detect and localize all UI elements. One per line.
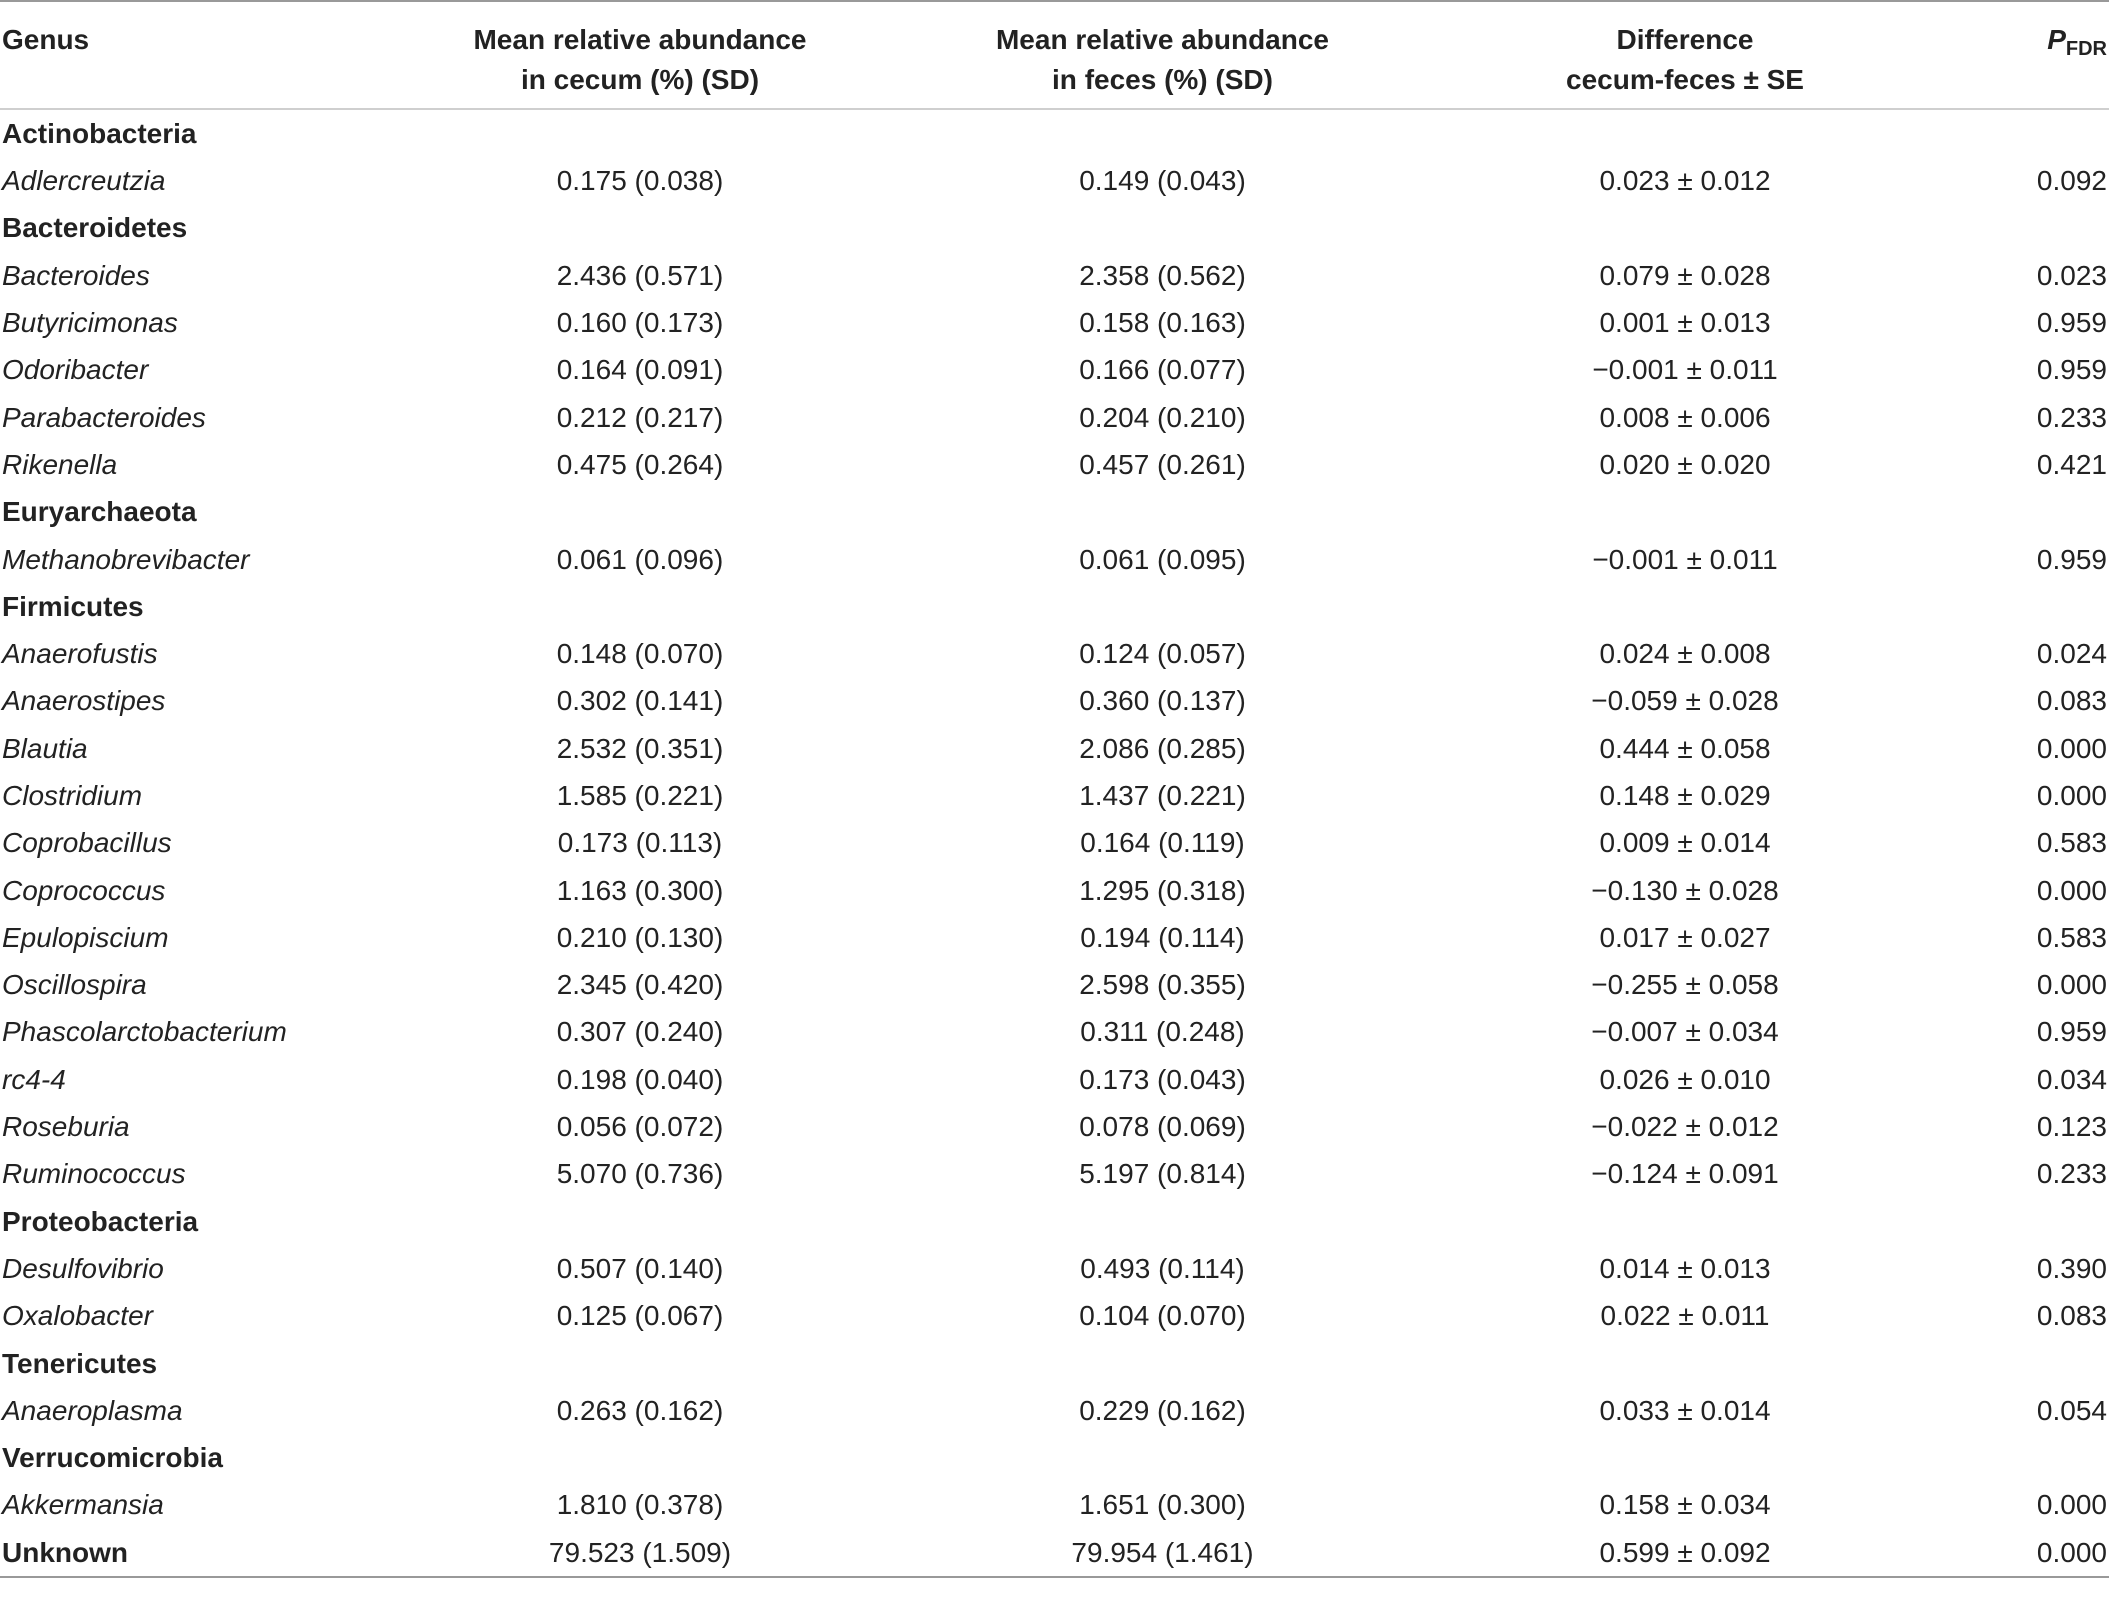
feces-cell: 0.457 (0.261) — [1079, 448, 1246, 480]
table-row — [0, 866, 2109, 913]
phylum-row — [0, 488, 2109, 535]
genus-name: Clostridium — [2, 780, 143, 811]
genus-name: Phascolarctobacterium — [2, 1016, 287, 1048]
p-fdr-cell: 0.000 — [2036, 732, 2107, 764]
table-row — [0, 630, 2109, 677]
difference-cell: −0.022 ± 0.012 — [1591, 1111, 1779, 1143]
table-row — [0, 1150, 2109, 1197]
phylum-label: Proteobacteria — [2, 1205, 199, 1237]
genus-cell — [0, 299, 330, 346]
feces-cell: 0.124 (0.057) — [1079, 638, 1246, 670]
genus-cell — [0, 1103, 330, 1150]
difference-cell: 0.023 ± 0.012 — [1599, 165, 1771, 197]
genus-name: Akkermansia — [2, 1489, 164, 1521]
p-fdr-cell: 0.959 — [2036, 354, 2107, 386]
cecum-cell: 0.475 (0.264) — [556, 448, 724, 480]
cecum-cell: 0.507 (0.140) — [556, 1252, 724, 1284]
difference-cell: −0.255 ± 0.058 — [1591, 969, 1779, 1001]
cecum-cell: 5.070 (0.736) — [556, 1158, 724, 1190]
genus-cell — [0, 535, 330, 582]
phylum-row — [0, 1434, 2109, 1481]
genus-cell — [0, 1245, 330, 1292]
genus-name: Methanobrevibacter — [2, 543, 250, 575]
header-difference-line2: cecum-feces ± SE — [1566, 64, 1804, 95]
feces-cell: 0.166 (0.077) — [1079, 354, 1246, 386]
difference-cell: 0.158 ± 0.034 — [1599, 1489, 1771, 1521]
difference-cell: 0.024 ± 0.008 — [1599, 638, 1771, 670]
cecum-cell: 2.532 (0.351) — [556, 732, 724, 764]
feces-cell: 0.229 (0.162) — [1079, 1394, 1246, 1426]
feces-cell: 2.086 (0.285) — [1079, 732, 1246, 764]
cecum-cell: 1.163 (0.300) — [556, 874, 724, 906]
genus-cell — [0, 914, 330, 961]
header-genus-label: Genus — [2, 24, 90, 55]
table-row — [0, 1008, 2109, 1055]
genus-cell — [0, 772, 330, 819]
table-row — [0, 393, 2109, 440]
p-fdr-cell: 0.000 — [2036, 1489, 2107, 1521]
feces-cell: 1.437 (0.221) — [1079, 780, 1246, 811]
phylum-label: Euryarchaeota — [2, 496, 197, 528]
cecum-cell: 79.523 (1.509) — [330, 1529, 950, 1577]
cecum-cell: 0.210 (0.130) — [556, 921, 724, 953]
genus-name: Odoribacter — [2, 354, 149, 386]
genus-name: Coprococcus — [2, 874, 166, 906]
genus-name: Coprobacillus — [2, 827, 172, 859]
difference-cell: 0.017 ± 0.027 — [1599, 921, 1771, 953]
table-row — [0, 961, 2109, 1008]
phylum-label: Verrucomicrobia — [2, 1442, 223, 1474]
cecum-cell: 2.345 (0.420) — [556, 969, 724, 1001]
p-fdr-cell: 0.000 — [2036, 874, 2107, 906]
difference-cell: 0.014 ± 0.013 — [1599, 1252, 1771, 1284]
table-row — [0, 157, 2109, 204]
genus-cell — [0, 819, 330, 866]
genus-name: Anaeroplasma — [2, 1394, 183, 1426]
feces-cell: 2.598 (0.355) — [1079, 969, 1246, 1001]
p-fdr-cell: 0.959 — [2036, 543, 2107, 575]
genus-cell — [0, 252, 330, 299]
feces-cell: 0.173 (0.043) — [1079, 1063, 1246, 1095]
feces-cell: 2.358 (0.562) — [1079, 259, 1246, 291]
phylum-row — [0, 583, 2109, 630]
feces-cell: 79.954 (1.461) — [950, 1529, 1375, 1577]
genus-name: rc4-4 — [2, 1063, 66, 1095]
feces-cell: 0.360 (0.137) — [1079, 685, 1246, 717]
table-row — [0, 819, 2109, 866]
difference-cell: 0.148 ± 0.029 — [1599, 780, 1771, 811]
table-body — [0, 109, 2109, 1577]
header-p-fdr — [1995, 1, 2109, 109]
header-feces — [950, 1, 1375, 109]
genus-name: Ruminococcus — [2, 1158, 186, 1190]
header-genus — [0, 1, 330, 109]
cecum-cell: 0.302 (0.141) — [556, 685, 724, 717]
phylum-label: Firmicutes — [2, 590, 144, 622]
genus-cell — [0, 725, 330, 772]
difference-cell: 0.444 ± 0.058 — [1599, 732, 1771, 764]
header-cecum — [330, 1, 950, 109]
cecum-cell: 0.164 (0.091) — [556, 354, 724, 386]
cecum-cell: 0.148 (0.070) — [556, 638, 724, 670]
cecum-cell: 0.056 (0.072) — [556, 1111, 724, 1143]
genus-name: Desulfovibrio — [2, 1252, 164, 1284]
p-fdr-cell: 0.092 — [2036, 165, 2107, 197]
table-row — [0, 535, 2109, 582]
p-fdr-cell: 0.083 — [2036, 1300, 2107, 1332]
phylum-row — [0, 1198, 2109, 1245]
difference-cell: 0.026 ± 0.010 — [1599, 1063, 1771, 1095]
phylum-label: Tenericutes — [2, 1347, 158, 1379]
genus-cell: Unknown — [0, 1529, 330, 1577]
p-fdr-cell: 0.583 — [2036, 921, 2107, 953]
genus-cell — [0, 630, 330, 677]
header-difference — [1375, 1, 1995, 109]
feces-cell: 0.061 (0.095) — [1079, 543, 1246, 575]
header-feces-line1: Mean relative abundance — [995, 24, 1329, 55]
p-fdr-cell: 0.123 — [2036, 1111, 2107, 1143]
genus-name: Rikenella — [2, 448, 118, 480]
genus-name: Oscillospira — [2, 969, 147, 1001]
genus-cell — [0, 157, 330, 204]
p-fdr-cell: 0.959 — [2036, 1016, 2107, 1048]
genus-name: Anaerostipes — [2, 685, 166, 717]
feces-cell: 1.651 (0.300) — [1079, 1489, 1246, 1521]
feces-cell: 0.311 (0.248) — [1080, 1016, 1245, 1048]
genus-cell — [0, 1387, 330, 1434]
p-fdr-cell: 0.000 — [2036, 969, 2107, 1001]
difference-cell: 0.022 ± 0.011 — [1600, 1300, 1770, 1332]
genus-cell — [0, 1481, 330, 1528]
cecum-cell: 2.436 (0.571) — [556, 259, 724, 291]
difference-cell: 0.008 ± 0.006 — [1599, 401, 1771, 433]
genus-name: Parabacteroides — [2, 401, 206, 433]
difference-cell: 0.033 ± 0.014 — [1599, 1394, 1771, 1426]
p-fdr-cell: 0.583 — [2036, 827, 2107, 859]
cecum-cell: 0.173 (0.113) — [557, 827, 723, 859]
genus-name: Roseburia — [2, 1111, 130, 1143]
p-fdr-cell: 0.024 — [2036, 638, 2107, 670]
table-row — [0, 1481, 2109, 1528]
difference-cell: −0.007 ± 0.034 — [1591, 1016, 1779, 1048]
difference-cell: −0.001 ± 0.011 — [1592, 543, 1778, 575]
p-fdr-cell: 0.054 — [2036, 1394, 2107, 1426]
genus-cell — [0, 393, 330, 440]
genus-name: Epulopiscium — [2, 921, 169, 953]
header-difference-line1: Difference — [1616, 24, 1754, 55]
feces-cell: 1.295 (0.318) — [1079, 874, 1246, 906]
cecum-cell: 0.061 (0.096) — [556, 543, 724, 575]
feces-cell: 0.149 (0.043) — [1079, 165, 1246, 197]
genus-cell — [0, 1292, 330, 1339]
difference-cell: 0.020 ± 0.020 — [1599, 448, 1771, 480]
table-row — [0, 1245, 2109, 1292]
header-p-main: P — [2047, 24, 2066, 55]
table-row — [0, 299, 2109, 346]
genus-cell — [0, 1056, 330, 1103]
genus-name: Oxalobacter — [2, 1300, 153, 1332]
table-row — [0, 1292, 2109, 1339]
feces-cell: 0.493 (0.114) — [1080, 1252, 1245, 1284]
genus-cell — [0, 441, 330, 488]
difference-cell: −0.130 ± 0.028 — [1591, 874, 1779, 906]
table-row — [0, 1056, 2109, 1103]
table-row — [0, 914, 2109, 961]
table-row — [0, 252, 2109, 299]
p-fdr-cell: 0.233 — [2036, 401, 2107, 433]
genus-name: Bacteroides — [2, 259, 150, 291]
p-fdr-cell: 0.083 — [2036, 685, 2107, 717]
phylum-row — [0, 204, 2109, 251]
cecum-cell: 0.263 (0.162) — [556, 1394, 724, 1426]
difference-cell: −0.001 ± 0.011 — [1592, 354, 1778, 386]
feces-cell: 0.204 (0.210) — [1079, 401, 1246, 433]
genus-name: Butyricimonas — [2, 307, 178, 339]
genus-cell — [0, 677, 330, 724]
genus-name: Anaerofustis — [2, 638, 158, 670]
header-p-sub: FDR — [2065, 38, 2107, 60]
table-row — [0, 441, 2109, 488]
table-row — [0, 1103, 2109, 1150]
feces-cell: 0.158 (0.163) — [1079, 307, 1246, 339]
genus-name: Blautia — [2, 732, 88, 764]
difference-cell: 0.001 ± 0.013 — [1599, 307, 1771, 339]
difference-cell: −0.124 ± 0.091 — [1591, 1158, 1779, 1190]
cecum-cell: 1.810 (0.378) — [556, 1489, 724, 1521]
p-fdr-cell: 0.023 — [2036, 259, 2107, 291]
cecum-cell: 0.160 (0.173) — [556, 307, 724, 339]
cecum-cell: 0.212 (0.217) — [556, 401, 724, 433]
p-fdr-cell: 0.390 — [2036, 1252, 2107, 1284]
difference-cell: 0.599 ± 0.092 — [1375, 1529, 1995, 1577]
cecum-cell: 0.307 (0.240) — [556, 1016, 724, 1048]
table-row — [0, 1387, 2109, 1434]
p-fdr-cell: 0.034 — [2036, 1063, 2107, 1095]
phylum-row — [0, 109, 2109, 157]
feces-cell: 0.078 (0.069) — [1079, 1111, 1246, 1143]
genus-cell — [0, 1008, 330, 1055]
phylum-label: Bacteroidetes — [2, 212, 188, 244]
feces-cell: 0.104 (0.070) — [1079, 1300, 1246, 1332]
header-cecum-line2: in cecum (%) (SD) — [520, 64, 760, 95]
cecum-cell: 1.585 (0.221) — [556, 780, 724, 811]
cecum-cell: 0.175 (0.038) — [556, 165, 724, 197]
genus-cell — [0, 961, 330, 1008]
table-row — [0, 772, 2109, 819]
genus-cell — [0, 1150, 330, 1197]
p-fdr-cell: 0.000 — [1995, 1529, 2109, 1577]
genus-cell — [0, 346, 330, 393]
header-feces-line2: in feces (%) (SD) — [1052, 64, 1273, 95]
table-row — [0, 346, 2109, 393]
phylum-label: Actinobacteria — [2, 118, 197, 149]
table-header — [0, 1, 2109, 109]
genus-name: Adlercreutzia — [2, 165, 166, 197]
header-row — [0, 1, 2109, 109]
feces-cell: 5.197 (0.814) — [1079, 1158, 1246, 1190]
cecum-cell: 0.125 (0.067) — [556, 1300, 724, 1332]
unknown-row — [0, 1529, 2109, 1577]
difference-cell: −0.059 ± 0.028 — [1591, 685, 1779, 717]
genus-cell — [0, 866, 330, 913]
difference-cell: 0.009 ± 0.014 — [1599, 827, 1771, 859]
feces-cell: 0.164 (0.119) — [1080, 827, 1245, 859]
header-cecum-line1: Mean relative abundance — [473, 24, 807, 55]
feces-cell: 0.194 (0.114) — [1080, 921, 1245, 953]
cecum-cell: 0.198 (0.040) — [556, 1063, 724, 1095]
p-fdr-cell: 0.000 — [2036, 780, 2107, 811]
table-row — [0, 725, 2109, 772]
phylum-row — [0, 1339, 2109, 1386]
p-fdr-cell: 0.959 — [2036, 307, 2107, 339]
p-fdr-cell: 0.233 — [2036, 1158, 2107, 1190]
table-row — [0, 677, 2109, 724]
p-fdr-cell: 0.421 — [2036, 448, 2107, 480]
difference-cell: 0.079 ± 0.028 — [1599, 259, 1771, 291]
